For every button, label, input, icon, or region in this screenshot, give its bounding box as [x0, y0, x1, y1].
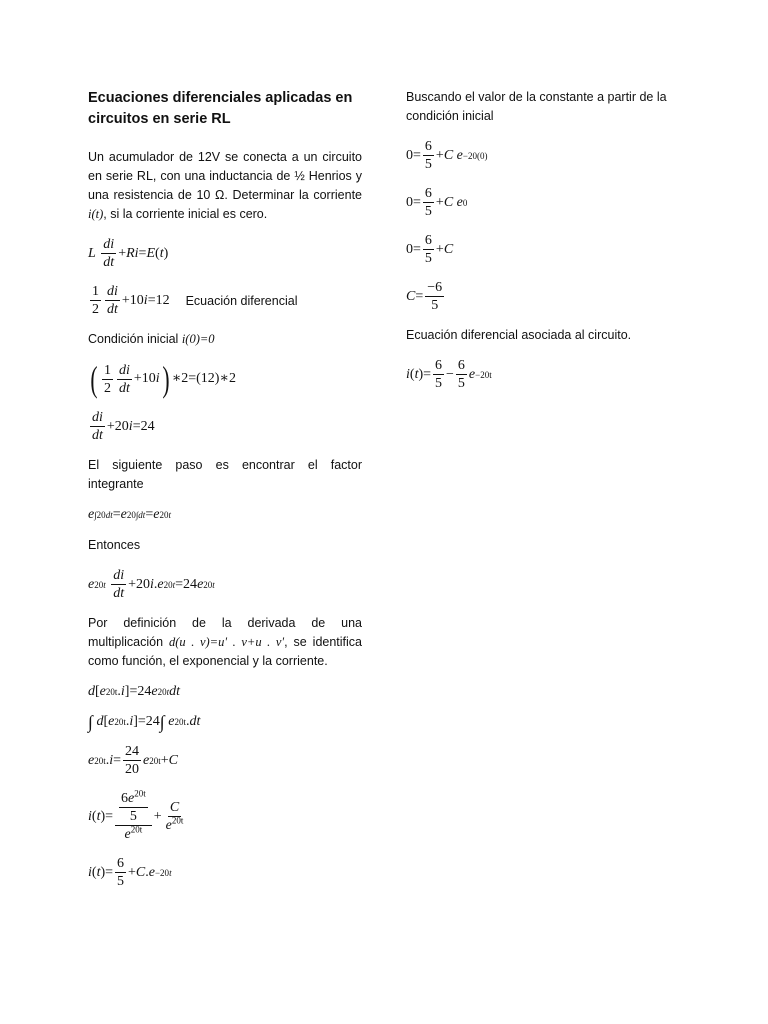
equation-differential: $\frac{1}{2}$ $\frac{di}{dt}$ +10 i =12 Ecuación diferencial	[92, 284, 298, 317]
associated-equation-text: Ecuación diferencial asociada al circuito.	[406, 328, 632, 342]
problem-statement: Un acumulador de 12V se conecta a un circuito en serie RL, con una inductancia de ½ Henrios y una resistencia de 10 Ω. Determinar la corriente i(t), si la corriente inicial es cero.	[88, 150, 362, 221]
right-column	[406, 88, 696, 404]
equation-normalized: $\frac{di}{dt}$ +20 i =24	[92, 410, 155, 443]
equation-with-factor: e 20t $\frac{di}{dt}$ +20 i . e 20t =24 e 20t	[88, 568, 215, 601]
equation-final-solution: i ( t )= $\frac{6}{5}$ − $\frac{6}{5}$ e −20t	[406, 358, 492, 391]
equation-rl-general: L $\frac{di}{dt}$ + Ri = E ( t )	[88, 237, 169, 270]
equation-constant-3: 0= $\frac{6}{5}$ + C	[406, 233, 454, 266]
equation-label: Ecuación diferencial	[185, 293, 298, 308]
then-text: Entonces	[88, 538, 141, 552]
equation-current-fraction: i ( t )= $\frac{\frac{6e^{20t}}{5}}{e^{20t}}$ + $\frac{C}{e^{20t}}$	[88, 788, 184, 842]
equation-multiplied: ( $\frac{1}{2}$ $\frac{di}{dt}$ +10 i ) ∗2=(12)∗2	[90, 359, 236, 399]
constant-search-text: Buscando el valor de la constante a partir de la condición inicial	[406, 90, 667, 123]
equation-derivative-form: d [ e 20t . i ]=24 e 20t dt	[88, 684, 180, 699]
equation-constant-1: 0= $\frac{6}{5}$ + C e −20(0)	[406, 139, 488, 172]
initial-condition: Condición inicial i(0)=0	[88, 332, 215, 346]
left-column	[88, 88, 362, 902]
equation-solution-step: e 20t . i = $\frac{24}{20}$ e 20t + C	[88, 744, 179, 777]
equation-constant-value: C = $\frac{-6}{5}$	[406, 280, 443, 313]
derivative-definition: Por definición de la derivada de una multiplicación d(u . v)=u' . v+u . v', se identifica como función, el exponencial y la corriente.	[88, 616, 362, 668]
equation-constant-2: 0= $\frac{6}{5}$ + C e 0	[406, 186, 468, 219]
equation-general-solution: i ( t )= $\frac{6}{5}$ + C . e −20t	[88, 856, 172, 889]
integrating-factor-text: El siguiente paso es encontrar el factor integrante	[88, 458, 362, 491]
document-title: Ecuaciones diferenciales aplicadas en circuitos en serie RL	[88, 90, 353, 127]
equation-integrated: ∫ d [ e 20t . i ]=24 ∫ e 20t . dt	[88, 712, 201, 732]
equation-integrating-factor: e ∫20dt = e 20∫dt = e 20t	[88, 507, 171, 522]
